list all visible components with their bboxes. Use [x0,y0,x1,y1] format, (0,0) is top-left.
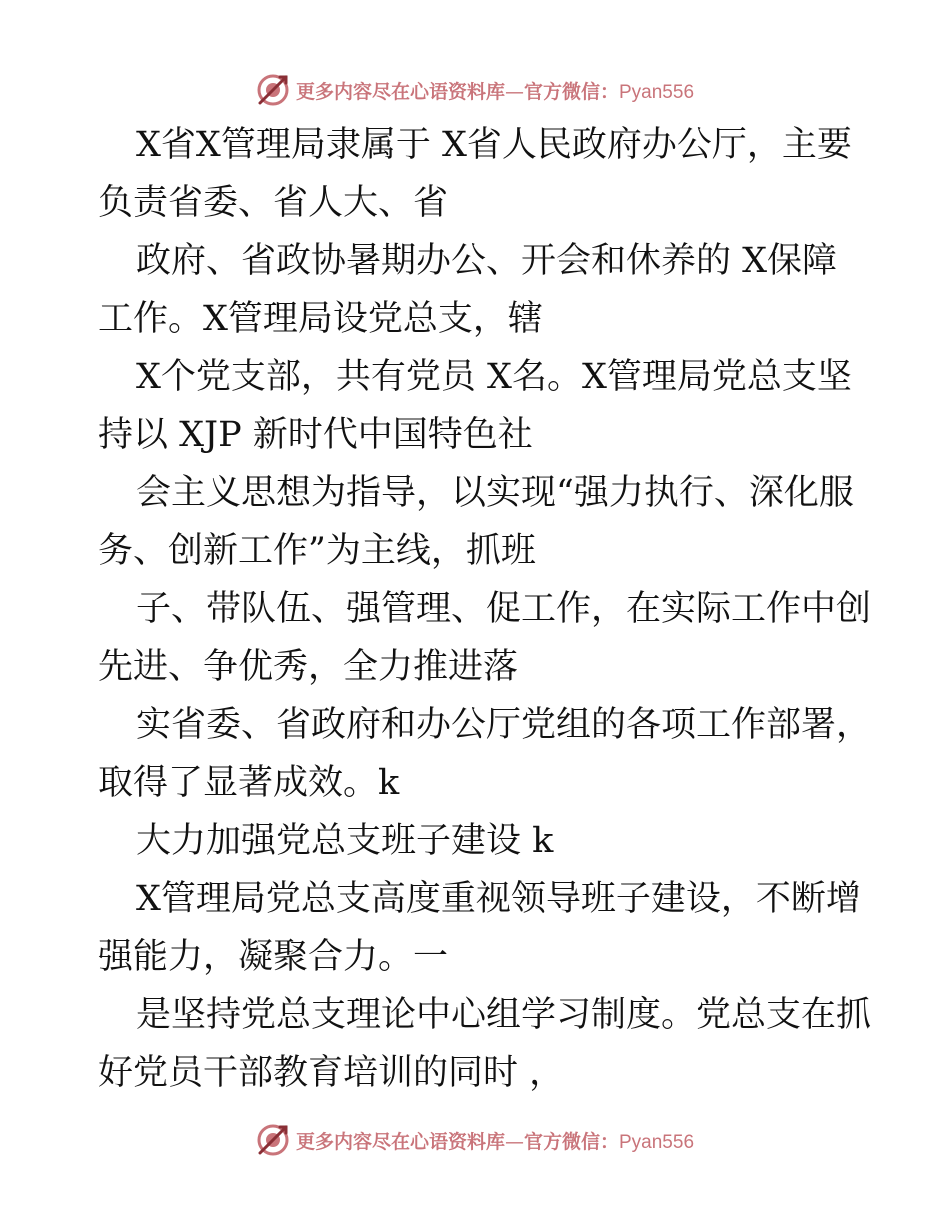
paragraph-line: X管理局党总支高度重视领导班子建设，不断增 [136,879,861,919]
watermark-brand: 更多内容尽在心语资料库 [295,1130,505,1153]
paragraph-line: X省X管理局隶属于 X省人民政府办公厅，主要 [136,125,852,165]
paragraph-line: 务、创新工作”为主线，抓班 [98,531,536,571]
paragraph-3 [98,348,858,464]
paragraph-line: 取得了显著成效。k [98,763,400,803]
watermark-header [0,70,950,110]
paragraph-2 [98,232,858,348]
watermark-suffix: 官方微信： [523,1130,619,1153]
paragraph-8 [98,870,861,986]
paragraph-line: 政府、省政协暑期办公、开会和休养的 X保障 [136,241,838,281]
paragraph-1 [98,116,858,232]
watermark-wechat-id: Pyan556 [619,81,695,103]
paragraph-line: 实省委、省政府和办公厅党组的各项工作部署， [136,705,872,745]
watermark-wechat-id: Pyan556 [619,1131,695,1153]
paragraph-line: 工作。X管理局设党总支，辖 [98,299,543,339]
watermark-text [296,77,694,104]
watermark-footer [0,1120,950,1160]
paragraph-line: 强能力，凝聚合力。一 [98,937,449,977]
paragraph-6 [98,696,872,812]
paragraph-4 [98,464,858,580]
paragraph-5 [98,580,872,696]
watermark-brand: 更多内容尽在心语资料库 [295,80,505,103]
paragraph-line: 子、带队伍、强管理、促工作，在实际工作中创 [136,589,872,629]
watermark-separator: — [504,1130,524,1153]
paragraph-line: 持以 XJP 新时代中国特色社 [98,415,533,455]
paragraph-line: 先进、争优秀，全力推进落 [98,647,519,687]
document-body [98,116,872,1102]
watermark-separator: — [504,80,524,103]
paragraph-line: X个党支部，共有党员 X名。X管理局党总支坚 [136,357,852,397]
paragraph-line: 好党员干部教育培训的同时 ， [98,1053,565,1093]
brand-logo-icon [256,73,290,107]
watermark-suffix: 官方微信： [523,80,619,103]
section-heading [98,812,858,870]
paragraph-line: 负责省委、省人大、省 [98,183,449,223]
watermark-text [296,1127,694,1154]
brand-logo-icon [256,1123,290,1157]
paragraph-9 [98,986,872,1102]
heading-text: 大力加强党总支班子建设 k [136,821,554,861]
paragraph-line: 会主义思想为指导，以实现“强力执行、深化服 [136,473,854,513]
paragraph-line: 是坚持党总支理论中心组学习制度。党总支在抓 [136,995,872,1035]
